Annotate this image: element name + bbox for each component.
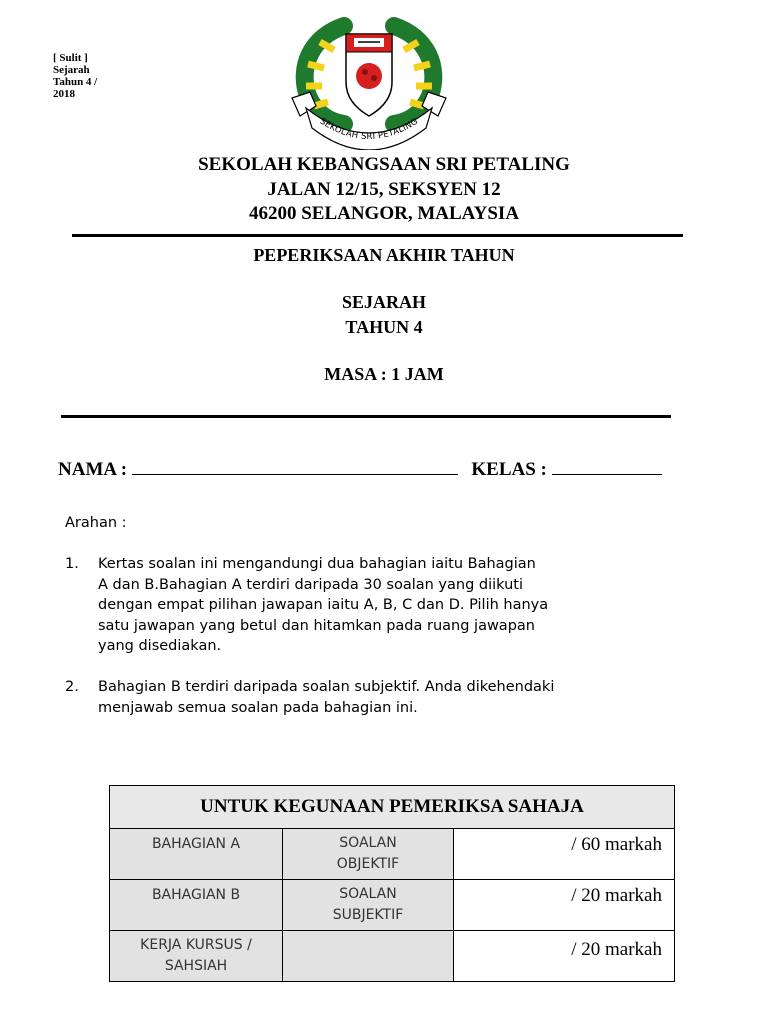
section-cell: KERJA KURSUS / SAHSIAH [110, 931, 283, 982]
school-name: SEKOLAH KEBANGSAAN SRI PETALING [198, 154, 570, 175]
exam-duration: MASA : 1 JAM [324, 364, 444, 384]
question-type-cell: SOALAN SUBJEKTIF [283, 880, 454, 931]
table-row [110, 829, 675, 880]
exam-year: 2018 [53, 88, 75, 100]
name-field[interactable] [132, 457, 458, 475]
shield-icon [346, 34, 392, 116]
document-reference [53, 52, 97, 100]
table-row [110, 880, 675, 931]
school-address-line-1: JALAN 12/15, SEKSYEN 12 [267, 179, 501, 200]
question-type-cell [283, 931, 454, 982]
confidentiality-label: [ Sulit ] [53, 52, 88, 64]
instruction-text: Bahagian B terdiri daripada soalan subjektif. Anda dikehendaki menjawab semua soalan pada bahagian ini. [98, 679, 555, 716]
examiner-marks-table [109, 785, 675, 982]
question-type-cell: SOALAN OBJEKTIF [283, 829, 454, 880]
class-label: KELAS : [471, 459, 547, 480]
school-address-line-2: 46200 SELANGOR, MALAYSIA [248, 203, 520, 224]
instructions-heading: Arahan : [65, 515, 127, 531]
section-cell: BAHAGIAN B [110, 880, 283, 931]
table-row [110, 931, 675, 982]
header-divider [72, 234, 683, 237]
marks-cell[interactable]: / 20 markah [454, 880, 675, 931]
exam-title: PEPERIKSAAN AKHIR TAHUN [253, 245, 515, 265]
exam-year-level: TAHUN 4 [345, 317, 423, 337]
marks-cell[interactable]: / 60 markah [454, 829, 675, 880]
section-cell: BAHAGIAN A [110, 829, 283, 880]
marks-cell[interactable]: / 20 markah [454, 931, 675, 982]
instruction-number: 1. [65, 556, 79, 572]
student-info-line [58, 457, 662, 481]
exam-subject: SEJARAH [341, 292, 426, 312]
class-field[interactable] [552, 457, 662, 475]
subject-reference: Sejarah [53, 64, 90, 76]
section-divider [61, 415, 671, 418]
instruction-text: Kertas soalan ini mengandungi dua bahagian iaitu Bahagian A dan B.Bahagian A terdiri daripada 30 soalan yang diikuti dengan empat pilihan jawapan iaitu A, B, C dan D. Pilih hanya satu jawapan yang betul dan hitamkan pada ruang jawapan yang disediakan. [98, 556, 549, 654]
table-header: UNTUK KEGUNAAN PEMERIKSA SAHAJA [110, 786, 675, 829]
school-crest-logo [286, 12, 452, 150]
instruction-number: 2. [65, 679, 79, 695]
name-label: NAMA : [58, 459, 128, 480]
year-reference: Tahun 4 / [53, 76, 98, 88]
ribbon-text: SEKOLAH SRI PETALING [317, 116, 421, 143]
